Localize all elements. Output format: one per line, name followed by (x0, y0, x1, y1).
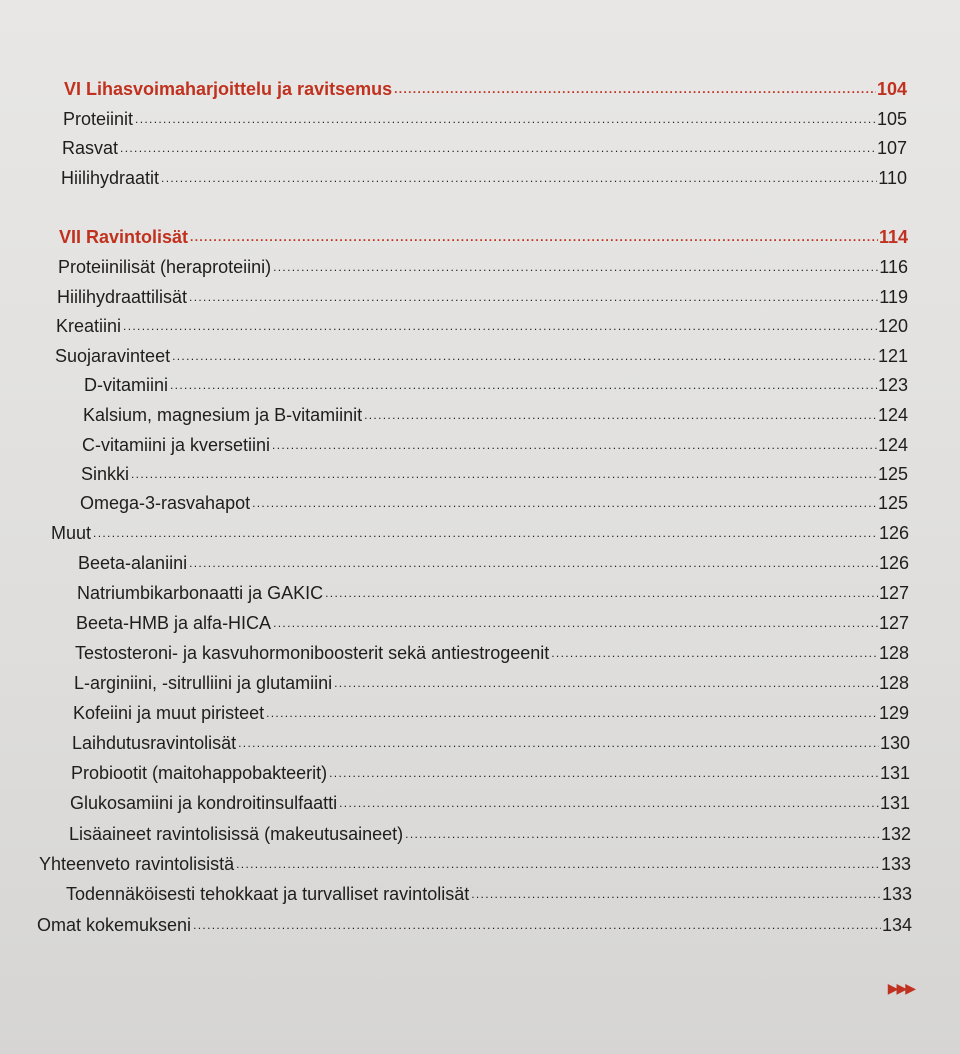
toc-entry (61, 167, 907, 189)
toc-page-number: 123 (877, 375, 908, 395)
triple-arrow-icon: ▶▶▶ (887, 980, 914, 996)
toc-page-number: 120 (877, 316, 908, 336)
dot-leader (236, 856, 880, 870)
toc-entry-title: Beeta-alaniini (78, 553, 188, 573)
toc-entry (82, 434, 908, 456)
toc-page-number: 131 (879, 793, 910, 813)
toc-entry-title: Testosteroni- ja kasvuhormoniboosterit sekä antiestrogeenit (75, 643, 550, 663)
toc-page-number: 104 (876, 79, 907, 99)
toc-entry (69, 823, 911, 845)
toc-entry (80, 492, 908, 514)
toc-entry (75, 642, 909, 664)
toc-entry (58, 256, 908, 278)
toc-entry (72, 732, 910, 754)
toc-entry (83, 404, 908, 426)
toc-entry-title: Rasvat (62, 138, 119, 158)
dot-leader (273, 259, 878, 273)
dot-leader (193, 917, 881, 931)
toc-entry (63, 108, 907, 130)
dot-leader (238, 735, 879, 749)
dot-leader (120, 140, 876, 154)
toc-entry-title: Proteiinit (63, 109, 134, 129)
toc-page-number: 110 (878, 168, 907, 188)
toc-entry-title: Suojaravinteet (55, 346, 171, 366)
toc-page-number: 124 (877, 405, 908, 425)
dot-leader (170, 377, 877, 391)
dot-leader (551, 645, 878, 659)
toc-entry-title: Lisäaineet ravintolisissä (makeutusaineet) (69, 824, 404, 844)
toc-entry-title: VII Ravintolisät (59, 227, 189, 247)
dot-leader (329, 765, 879, 779)
toc-page-number: 124 (877, 435, 908, 455)
toc-entry (74, 672, 909, 694)
dot-leader (189, 555, 878, 569)
toc-page-number: 119 (879, 287, 908, 307)
toc-entry-title: Hiilihydraatit (61, 168, 160, 188)
dot-leader (252, 495, 877, 509)
dot-leader (135, 111, 876, 125)
toc-entry (56, 315, 908, 337)
toc-page-number: 133 (880, 854, 911, 874)
toc-entry-title: Yhteenveto ravintolisistä (39, 854, 235, 874)
toc-page-number: 129 (878, 703, 909, 723)
toc-page-number: 125 (877, 493, 908, 513)
dot-leader (334, 675, 878, 689)
toc-page-number: 126 (878, 523, 909, 543)
toc-entry (51, 522, 909, 544)
dot-leader (189, 289, 878, 303)
toc-entry-title: Laihdutusravintolisät (72, 733, 237, 753)
toc-entry-title: Kofeiini ja muut piristeet (73, 703, 265, 723)
toc-entry (66, 883, 912, 905)
dot-leader (273, 615, 878, 629)
toc-entry (81, 463, 908, 485)
toc-entry (71, 762, 910, 784)
toc-section-heading (59, 226, 908, 248)
toc-entry (73, 702, 909, 724)
dot-leader (394, 81, 876, 95)
dot-leader (405, 826, 880, 840)
dot-leader (339, 795, 879, 809)
toc-page-number: 130 (879, 733, 910, 753)
toc-entry-title: Omega-3-rasvahapot (80, 493, 251, 513)
toc-page-number: 107 (876, 138, 907, 158)
toc-entry-title: Beeta-HMB ja alfa-HICA (76, 613, 272, 633)
toc-page-number: 128 (878, 643, 909, 663)
toc-page-number: 127 (878, 583, 909, 603)
toc-page-number: 125 (877, 464, 908, 484)
toc-entry-title: Muut (51, 523, 92, 543)
dot-leader (123, 318, 877, 332)
toc-page-number: 105 (876, 109, 907, 129)
toc-entry (62, 137, 907, 159)
dot-leader (161, 170, 877, 184)
toc-page-number: 121 (877, 346, 908, 366)
toc-entry-title: Probiootit (maitohappobakteerit) (71, 763, 328, 783)
toc-page-number: 127 (878, 613, 909, 633)
toc-entry-title: C-vitamiini ja kversetiini (82, 435, 271, 455)
toc-entry-title: L-arginiini, -sitrulliini ja glutamiini (74, 673, 333, 693)
toc-page-number: 133 (881, 884, 912, 904)
dot-leader (364, 407, 877, 421)
toc-entry (55, 345, 908, 367)
toc-entry-title: Kreatiini (56, 316, 122, 336)
toc-entry (57, 286, 908, 308)
dot-leader (471, 886, 881, 900)
toc-entry-title: D-vitamiini (84, 375, 169, 395)
toc-entry (78, 552, 909, 574)
toc-page-number: 134 (881, 915, 912, 935)
toc-page-number: 126 (878, 553, 909, 573)
toc-entry-title: Glukosamiini ja kondroitinsulfaatti (70, 793, 338, 813)
toc-entry-title: Todennäköisesti tehokkaat ja turvalliset ravintolisät (66, 884, 470, 904)
toc-page-number: 132 (880, 824, 911, 844)
toc-entry-title: Hiilihydraattilisät (57, 287, 188, 307)
toc-entry (84, 374, 908, 396)
toc-entry (77, 582, 909, 604)
toc-entry-title: Natriumbikarbonaatti ja GAKIC (77, 583, 324, 603)
dot-leader (131, 466, 877, 480)
toc-entry (39, 853, 911, 875)
toc-entry (76, 612, 909, 634)
toc-page-number: 114 (878, 227, 908, 247)
toc-section-heading (64, 78, 907, 100)
dot-leader (272, 437, 877, 451)
toc-page-number: 131 (879, 763, 910, 783)
dot-leader (93, 525, 878, 539)
dot-leader (190, 229, 878, 243)
toc-entry (37, 914, 912, 936)
toc-entry-title: Omat kokemukseni (37, 915, 192, 935)
dot-leader (172, 348, 877, 362)
toc-entry-title: Sinkki (81, 464, 130, 484)
toc-entry-title: VI Lihasvoimaharjoittelu ja ravitsemus (64, 79, 393, 99)
toc-page-number: 116 (879, 257, 908, 277)
toc-page-number: 128 (878, 673, 909, 693)
dot-leader (325, 585, 878, 599)
toc-entry-title: Kalsium, magnesium ja B-vitamiinit (83, 405, 363, 425)
dot-leader (266, 705, 878, 719)
toc-entry (70, 792, 910, 814)
toc-entry-title: Proteiinilisät (heraproteiini) (58, 257, 272, 277)
